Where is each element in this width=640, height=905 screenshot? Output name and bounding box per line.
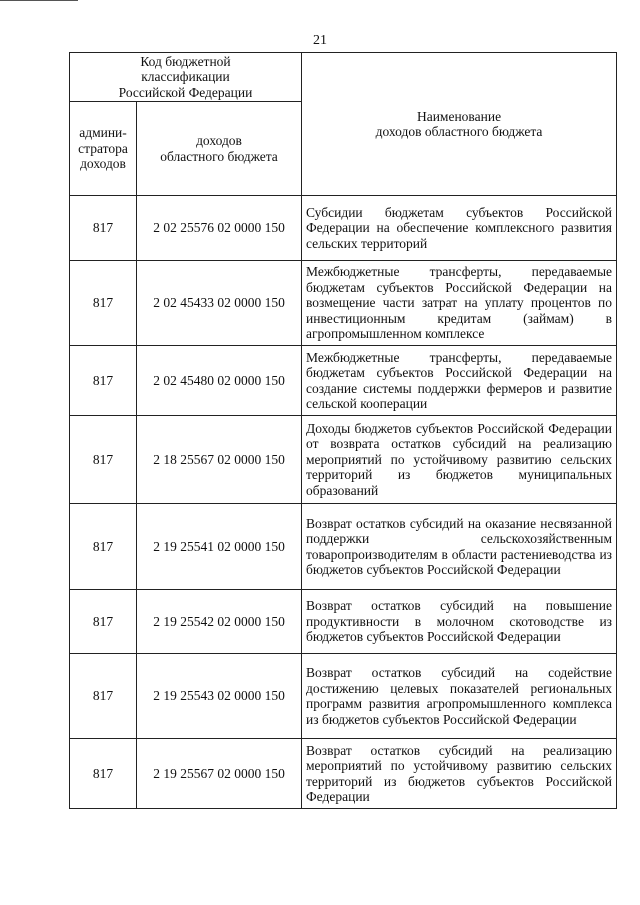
income-name-cell: Доходы бюджетов субъектов Российской Федерации от возврата остатков субсидий на реализацию мероприятий по устойчивому развитию сельских территорий из бюджетов муниципальных образований [302, 416, 617, 504]
income-code-cell: 2 19 25541 02 0000 150 [137, 504, 302, 590]
income-code-cell: 2 19 25543 02 0000 150 [137, 654, 302, 739]
income-code-cell: 2 18 25567 02 0000 150 [137, 416, 302, 504]
income-name-cell: Субсидии бюджетам субъектов Российской Федерации на обеспечение комплексного развития сельских территорий [302, 196, 617, 261]
table-row [70, 654, 617, 739]
income-code-cell: 2 19 25567 02 0000 150 [137, 739, 302, 809]
admin-code-cell: 817 [70, 504, 137, 590]
income-code-cell: 2 02 25576 02 0000 150 [137, 196, 302, 261]
admin-code-cell: 817 [70, 416, 137, 504]
income-code-cell: 2 02 45480 02 0000 150 [137, 346, 302, 416]
income-name-cell: Возврат остатков субсидий на реализацию мероприятий по устойчивому развитию сельских территорий из бюджетов субъектов Российской Федерации [302, 739, 617, 809]
header-income-name: Наименование доходов областного бюджета [302, 53, 617, 196]
income-code-cell: 2 19 25542 02 0000 150 [137, 590, 302, 654]
income-code-cell: 2 02 45433 02 0000 150 [137, 261, 302, 346]
income-name-cell: Межбюджетные трансферты, передаваемые бюджетам субъектов Российской Федерации на возмещение части затрат на уплату процентов по инвестиционным кредитам (займам) в агропромышленном комплексе [302, 261, 617, 346]
admin-code-cell: 817 [70, 739, 137, 809]
income-name-cell: Возврат остатков субсидий на оказание несвязанной поддержки сельскохозяйственным товаропроизводителям в области растениеводства из бюджетов субъектов Российской Федерации [302, 504, 617, 590]
table-row [70, 196, 617, 261]
table-row [70, 416, 617, 504]
top-rule [0, 0, 78, 1]
admin-code-cell: 817 [70, 196, 137, 261]
table-row [70, 261, 617, 346]
header-budget-code: Код бюджетной классификации Российской Федерации [70, 53, 302, 102]
income-name-cell: Возврат остатков субсидий на содействие достижению целевых показателей региональных программ развития агропромышленного комплекса из бюджетов субъектов Российской Федерации [302, 654, 617, 739]
table-row [70, 739, 617, 809]
admin-code-cell: 817 [70, 261, 137, 346]
admin-code-cell: 817 [70, 654, 137, 739]
income-name-cell: Возврат остатков субсидий на повышение продуктивности в молочном скотоводстве из бюджетов субъектов Российской Федерации [302, 590, 617, 654]
table-row [70, 590, 617, 654]
budget-income-table [69, 52, 617, 809]
table-row [70, 346, 617, 416]
table-row [70, 504, 617, 590]
header-regional-income: доходов областного бюджета [137, 102, 302, 196]
header-administrator: админи- стратора доходов [70, 102, 137, 196]
income-name-cell: Межбюджетные трансферты, передаваемые бюджетам субъектов Российской Федерации на создание системы поддержки фермеров и развитие сельской кооперации [302, 346, 617, 416]
admin-code-cell: 817 [70, 590, 137, 654]
admin-code-cell: 817 [70, 346, 137, 416]
page-number: 21 [313, 33, 327, 48]
